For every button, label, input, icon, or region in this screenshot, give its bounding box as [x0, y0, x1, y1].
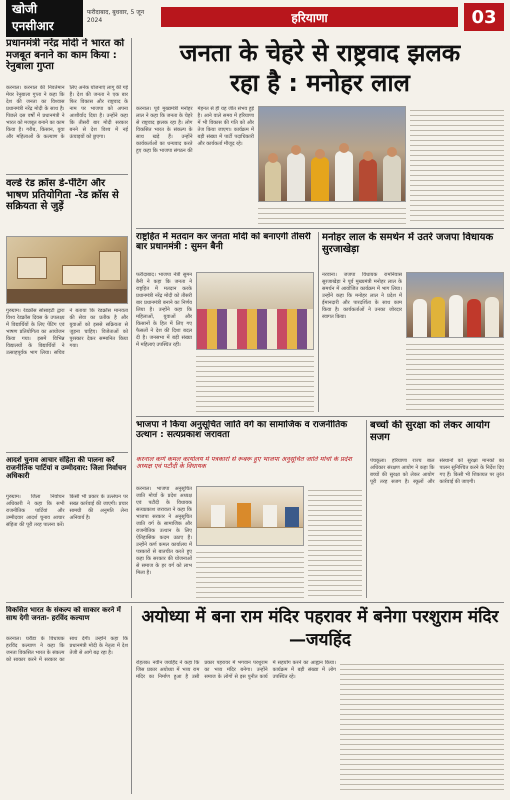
person [431, 297, 445, 337]
text-lines [308, 486, 362, 598]
column-divider [366, 420, 367, 598]
column-divider [131, 606, 132, 794]
photo-mla-event [406, 272, 504, 338]
column-divider [318, 232, 319, 412]
article-pm-modi-body: करनाल। करनाल की निवर्तमान मेयर रेनुबाला गुप्ता ने कहा कि देश की जनता का विश्वास प्रधानमंत्री नरेंद्र मोदी के साथ है। पिछले दस वर्षों में प्रधानमंत्री ने भारत को मजबूत बनाने का काम किया है। गरीब, किसान, युवा और महिलाओं के कल्याण के लिए अनेक योजनाएं लागू की गई हैं। देश की जनता ने एक बार फिर विकास और राष्ट्रवाद के नाम पर भाजपा को अपना आशीर्वाद दिया है। उन्होंने कहा कि तीसरी बार मोदी सरकार बनने से देश विश्व में नई ऊंचाइयों को छुएगा। [6, 85, 128, 140]
person-head [339, 143, 349, 153]
banner-headline-box [136, 38, 504, 104]
text-lines [410, 106, 504, 224]
newspaper-logo: खोजी एनसीआर [6, 0, 83, 37]
article-adarsh-headline-box [6, 456, 128, 492]
text-block [196, 548, 304, 598]
article-teesri-baar-headline-box [136, 232, 314, 270]
person-head [315, 149, 325, 159]
article-vikasit-body: करनाल। घरौंडा के विधायक हरविंद कल्याण ने कहा कि जनता विकसित भारत के संकल्प को साकार करने में सरकार का साथ देगी। उन्होंने कहा कि प्रधानमंत्री मोदी के नेतृत्व में देश तेजी से आगे बढ़ रहा है। [6, 636, 128, 663]
person [237, 503, 251, 527]
text-lines [196, 352, 314, 412]
date-line: फरीदाबाद, बुधवार, 5 जून 2024 [86, 9, 145, 24]
painting-sheet [17, 257, 47, 279]
person [449, 295, 463, 337]
painting-sheet [99, 251, 121, 281]
article-red-cross-headline-box [6, 178, 128, 234]
photo-painting-competition [6, 236, 128, 304]
article-bachchon-body: पंचकूला। हरियाणा राज्य बाल अधिकार संरक्षण आयोग ने कहा कि बच्चों की सुरक्षा को लेकर आयोग पूरी तरह सजग है। स्कूलों और संस्थानों को सुरक्षा मानकों का पालन सुनिश्चित करने के निर्देश दिए गए हैं। किसी भी शिकायत पर तुरंत कार्रवाई की जाएगी। [370, 458, 504, 485]
photo-women-meeting [196, 272, 314, 350]
painting-sheet [62, 265, 96, 285]
caption-lines [258, 204, 406, 224]
article-pm-modi-headline-box [6, 38, 128, 83]
masthead-left [0, 0, 155, 34]
article-vikasit-headline: विकसित भारत के संकल्प को साकार करने में साथ देगी जनता- हरविंद कल्याण [6, 606, 121, 623]
person [467, 299, 481, 337]
article-ayodhya-headline-box [136, 606, 504, 656]
article-teesri-baar-body: फरीदाबाद। भाजपा नेत्री सुमन बैनी ने कहा कि जनता ने राष्ट्रहित में मतदान करके प्रधानमंत्री नरेंद्र मोदी को तीसरी बार प्रधानमंत्री बनाने का निर्णय लिया है। उन्होंने कहा कि महिलाओं, युवाओं और किसानों के हित में लिए गए फैसलों ने देश की दिशा बदल दी है। जनसभा में बड़ी संख्या में महिलाएं उपस्थित रहीं। [136, 272, 192, 348]
article-red-cross-headline: वर्ल्ड रेड क्रॉस डे-पेंटिंग और भाषण प्रतियोगिता -रेड क्रॉस से सक्रियता से जुड़ें [6, 178, 119, 212]
banner-body: करनाल। पूर्व मुख्यमंत्री मनोहर लाल ने कहा कि जनता के चेहरे से राष्ट्रवाद झलक रहा है। लोग विकसित भारत के संकल्प के साथ खड़े हैं। उन्होंने कार्यकर्ताओं का धन्यवाद करते हुए कहा कि भाजपा संगठन की मेहनत से ही यह जीत संभव हुई है। आने वाले समय में हरियाणा में भी विकास की गति को और तेज किया जाएगा। कार्यक्रम में बड़ी संख्या में पार्टी पदाधिकारी और कार्यकर्ता मौजूद रहे। [136, 106, 254, 154]
person [265, 161, 281, 201]
masthead [0, 0, 510, 34]
text-lines [340, 660, 504, 794]
text-block [406, 340, 504, 412]
article-manohar-support-headline: मनोहर लाल के समर्थन में उतरे जजपा विधायक सुरजाखेड़ा [322, 232, 494, 255]
divider [136, 416, 504, 417]
article-sc-bjp-headline-box [136, 420, 362, 454]
person [413, 299, 427, 337]
article-sc-bjp-body: करनाल। भाजपा अनुसूचित जाति मोर्चा के प्रदेश अध्यक्ष एवं पटौदी के विधायक सत्यप्रकाश जरावता ने कहा कि भाजपा सरकार ने अनुसूचित जाति वर्ग के सामाजिक और राजनीतिक उत्थान के लिए ऐतिहासिक कदम उठाए हैं। उन्होंने कर्ण कमल कार्यालय में पत्रकारों से बातचीत करते हुए कहा कि सरकार की योजनाओं से समाज के हर वर्ग को लाभ मिला है। [136, 486, 192, 576]
banner-right-column [410, 106, 504, 224]
article-manohar-support-headline-box [322, 232, 504, 270]
divider [6, 174, 128, 175]
article-ayodhya-body: रोहतक। नवीन जयहिंद ने कहा कि जिस प्रकार अयोध्या में भव्य राम मंदिर का निर्माण हुआ है उसी प्रकार पहरावर में भगवान परशुराम का भव्य मंदिर बनेगा। उन्होंने समाज के लोगों से इस पुनीत कार्य में सहयोग करने का आह्वान किया। कार्यक्रम में बड़ी संख्या में लोग उपस्थित रहे। [136, 660, 336, 680]
banner-headline-line2: रहा है : मनोहर लाल [230, 69, 410, 97]
person-head [363, 151, 373, 161]
audience [197, 309, 313, 349]
person [263, 505, 277, 527]
article-adarsh-headline: आदर्श चुनाव आचार संहिता की पालना करें राजनीतिक पार्टियां व उम्मीदवार: जिला निर्वाचन अधिकारी [6, 456, 127, 481]
column-divider [131, 38, 132, 598]
section-title: हरियाणा [161, 7, 458, 27]
article-vikasit-headline-box [6, 606, 128, 634]
photo-press-conference [196, 486, 304, 546]
photo-rally-crowd [258, 106, 406, 202]
person-head [291, 145, 301, 155]
text-block [340, 660, 504, 794]
divider [136, 228, 504, 229]
article-teesri-baar-headline: राष्ट्रहित में मतदान कर जनता मोदी को बनाएगी तीसरी बार प्रधानमंत्री : सुमन बैनी [136, 232, 311, 253]
floor [7, 289, 127, 303]
article-manohar-support-body: नरवाना। जजपा विधायक रामनिवास सुरजाखेड़ा ने पूर्व मुख्यमंत्री मनोहर लाल के समर्थन में आयोजित कार्यक्रम में भाग लिया। उन्होंने कहा कि मनोहर लाल ने प्रदेश में ईमानदारी और पारदर्शिता के साथ काम किया है। कार्यकर्ताओं ने उनका जोरदार स्वागत किया। [322, 272, 402, 320]
person [335, 151, 353, 201]
person [211, 505, 225, 527]
table [197, 527, 303, 545]
person [285, 507, 299, 527]
article-red-cross-body: गुरुग्राम। रेडक्रॉस सोसाइटी द्वारा विश्व रेडक्रॉस दिवस के उपलक्ष्य में विद्यार्थियों के लिए पेंटिंग एवं भाषण प्रतियोगिता का आयोजन किया गया। इसमें विभिन्न विद्यालयों के विद्यार्थियों ने उत्साहपूर्वक भाग लिया। सचिव ने बताया कि रेडक्रॉस मानवता की सेवा का प्रतीक है और युवाओं को इससे सक्रियता से जुड़ना चाहिए। विजेताओं को पुरस्कार देकर सम्मानित किया गया। [6, 308, 128, 356]
person [485, 297, 499, 337]
person-head [387, 147, 397, 157]
photo-caption [258, 204, 406, 224]
divider [6, 452, 128, 453]
article-sc-bjp-subhead-box [136, 456, 362, 484]
person [287, 153, 305, 201]
text-block [308, 486, 362, 598]
person-head [268, 153, 278, 163]
person [311, 157, 329, 201]
article-adarsh-body: गुरुग्राम। जिला निर्वाचन अधिकारी ने कहा कि सभी राजनीतिक पार्टियां और उम्मीदवार आदर्श चुनाव आचार संहिता की पूरी तरह पालना करें। किसी भी प्रकार के उल्लंघन पर सख्त कार्रवाई की जाएगी। प्रचार सामग्री की अनुमति लेना अनिवार्य है। [6, 494, 128, 528]
article-bachchon-headline-box [370, 420, 504, 456]
article-ayodhya-headline: अयोध्या में बना राम मंदिर पहरावर में बनेगा परशुराम मंदिर—जयहिंद [141, 607, 499, 650]
text-block [196, 352, 314, 412]
text-lines [196, 548, 304, 598]
text-lines [406, 340, 504, 412]
person [383, 155, 401, 201]
article-sc-bjp-subhead: करनाल कर्ण कमल कार्यालय में पत्रकारों से रूबरू हुए भाजपा अनुसूचित जाति मोर्चा के प्रदेश अध्यक्ष एवं पटौदी के विधायक [136, 456, 352, 471]
article-sc-bjp-headline: भाजपा ने किया अनुसूचित जाति वर्ग का सामाजिक व राजनीतिक उत्थान : सत्यप्रकाश जरावता [136, 420, 348, 441]
banner-headline-line1: जनता के चेहरे से राष्ट्रवाद झलक [179, 39, 461, 67]
page-number: 03 [464, 3, 504, 31]
article-pm-modi-headline: प्रधानमंत्री नरेंद्र मोदी ने भारत को मजबूत बनाने का काम किया : रेनुबाला गुप्ता [6, 38, 125, 72]
divider [6, 602, 504, 603]
article-bachchon-headline: बच्चों की सुरक्षा को लेकर आयोग सजग [370, 420, 490, 443]
person [359, 159, 377, 201]
